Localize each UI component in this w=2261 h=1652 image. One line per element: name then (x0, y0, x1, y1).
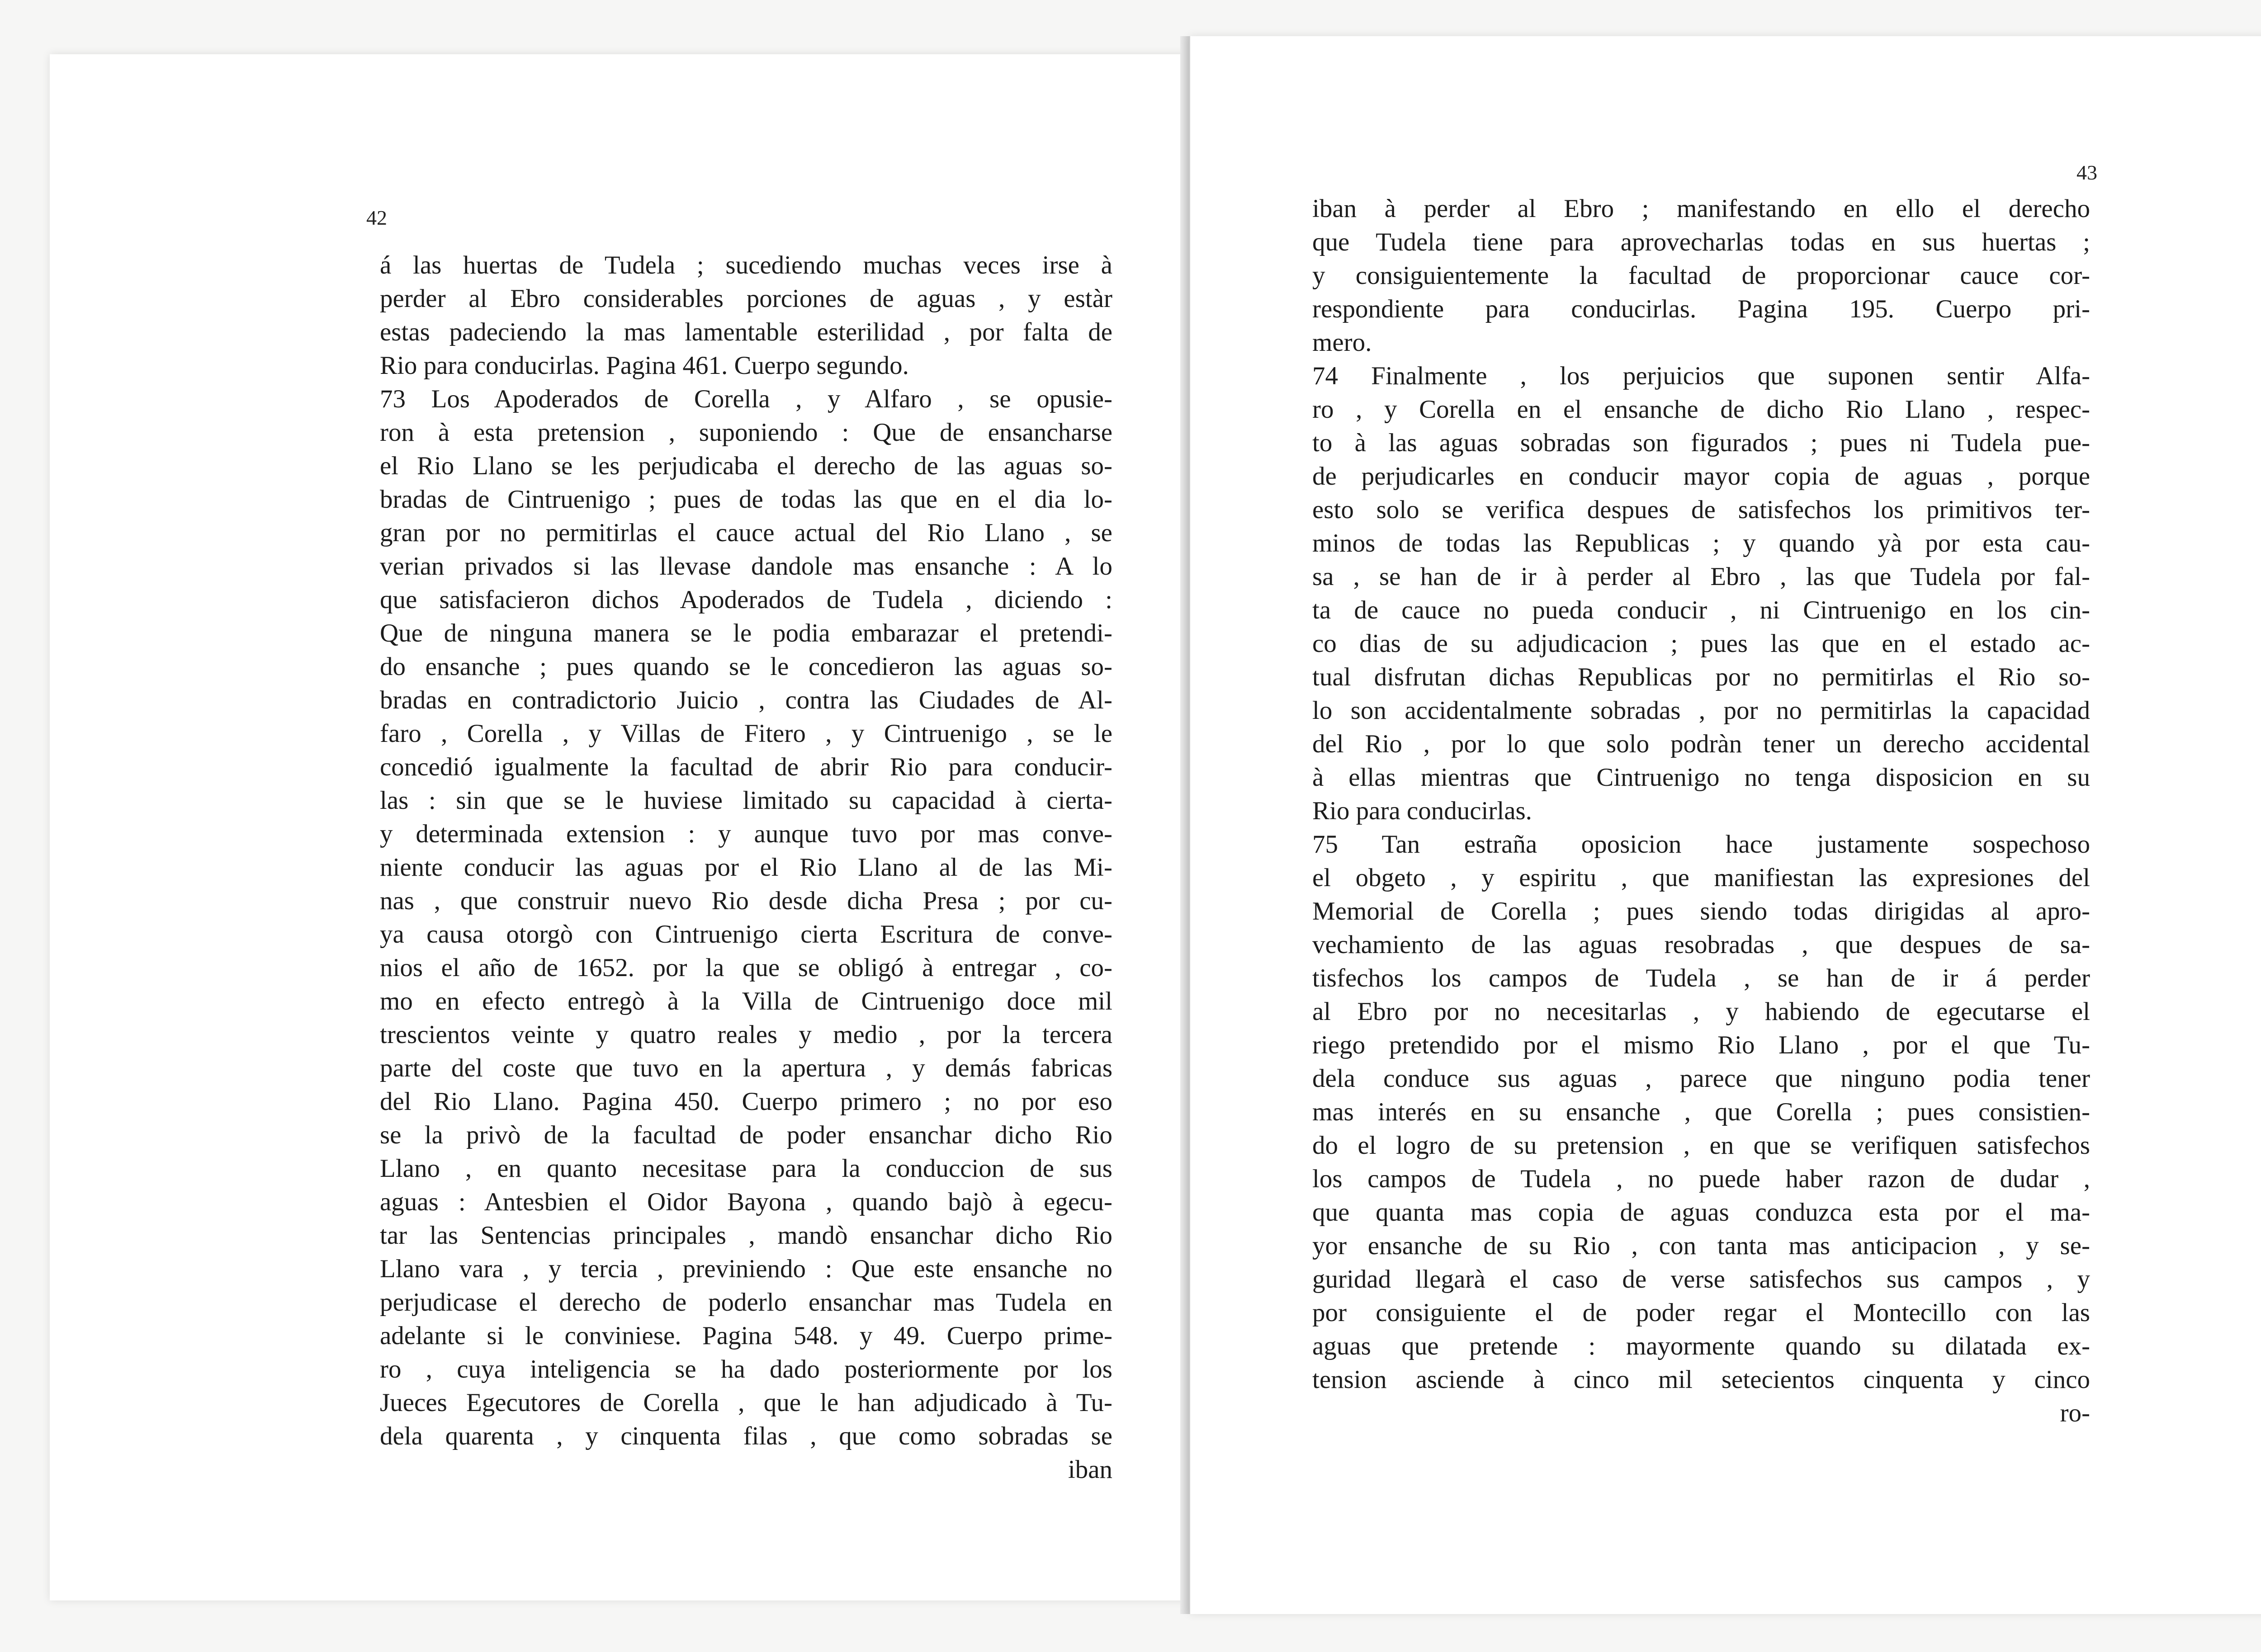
text-line: y determinada extension : y aunque tuvo por mas conve- (380, 820, 1112, 848)
text-line: mo en efecto entregò à la Villa de Cintruenigo doce mil (380, 987, 1112, 1015)
left-page (50, 54, 1190, 1600)
text-line: se la privò de la facultad de poder ensanchar dicho Rio (380, 1121, 1112, 1149)
text-line: to à las aguas sobradas son figurados ; pues ni Tudela pue- (1312, 429, 2090, 457)
text-line: vechamiento de las aguas resobradas , que despues de sa- (1312, 930, 2090, 959)
text-line: ta de cauce no pueda conducir , ni Cintruenigo en los cin- (1312, 596, 2090, 624)
text-line: Rio para conducirlas. (1312, 797, 1532, 825)
left-page-text (380, 249, 1112, 1487)
text-line: Que de ninguna manera se le podia embarazar el pretendi- (380, 619, 1112, 647)
text-line: el Rio Llano se les perjudicaba el derecho de las aguas so- (380, 452, 1112, 480)
page-number-right: 43 (2077, 161, 2097, 184)
text-line: minos de todas las Republicas ; y quando yà por esta cau- (1312, 529, 2090, 557)
text-line: que satisfacieron dichos Apoderados de Tudela , diciendo : (380, 585, 1112, 614)
text-line: que quanta mas copia de aguas conduzca esta por el ma- (1312, 1198, 2090, 1227)
text-line: guridad llegarà el caso de verse satisfechos sus campos , y (1312, 1265, 2090, 1293)
text-line: gran por no permitirlas el cauce actual del Rio Llano , se (380, 519, 1112, 547)
text-line: riego pretendido por el mismo Rio Llano , por el que Tu- (1312, 1031, 2090, 1059)
text-line: 75 Tan estraña oposicion hace justamente sospechoso (1312, 830, 2090, 859)
text-line: tual disfrutan dichas Republicas por no permitirlas el Rio so- (1312, 663, 2090, 691)
text-line: nas , que construir nuevo Rio desde dicha Presa ; por cu- (380, 887, 1112, 915)
text-line: del Rio Llano. Pagina 450. Cuerpo primero ; no por eso (380, 1087, 1112, 1116)
text-line: mero. (1312, 328, 1372, 357)
text-line: parte del coste que tuvo en la apertura , y demás fabricas (380, 1054, 1112, 1082)
text-line: Jueces Egecutores de Corella , que le han adjudicado à Tu- (380, 1388, 1112, 1417)
text-line: co dias de su adjudicacion ; pues las que en el estado ac- (1312, 629, 2090, 658)
text-line: estas padeciendo la mas lamentable esterilidad , por falta de (380, 318, 1112, 346)
text-line: do ensanche ; pues quando se le concedieron las aguas so- (380, 652, 1112, 681)
text-line: á las huertas de Tudela ; sucediendo muchas veces irse à (380, 251, 1112, 279)
text-line: ya causa otorgò con Cintruenigo cierta Escritura de conve- (380, 920, 1112, 949)
text-line: trescientos veinte y quatro reales y medio , por la tercera (380, 1020, 1112, 1049)
text-line: por consiguiente el de poder regar el Montecillo con las (1312, 1298, 2090, 1327)
text-line: y consiguientemente la facultad de proporcionar cauce cor- (1312, 261, 2090, 290)
text-line: dela conduce sus aguas , parece que ninguno podia tener (1312, 1064, 2090, 1093)
text-line: verian privados si las llevase dandole mas ensanche : A lo (380, 552, 1112, 581)
text-line: las : sin que se le huviese limitado su capacidad à cierta- (380, 786, 1112, 815)
text-line: esto solo se verifica despues de satisfechos los primitivos ter- (1312, 496, 2090, 524)
text-line: Memorial de Corella ; pues siendo todas dirigidas al apro- (1312, 897, 2090, 925)
text-line: dela quarenta , y cinquenta filas , que como sobradas se (380, 1422, 1112, 1450)
text-line: mas interés en su ensanche , que Corella ; pues consistien- (1312, 1098, 2090, 1126)
right-page-text (1312, 192, 2090, 1430)
text-line: aguas : Antesbien el Oidor Bayona , quando bajò à egecu- (380, 1188, 1112, 1216)
text-line: do el logro de su pretension , en que se verifiquen satisfechos (1312, 1131, 2090, 1160)
text-line: ro , cuya inteligencia se ha dado posteriormente por los (380, 1355, 1112, 1383)
text-line: los campos de Tudela , no puede haber razon de dudar , (1312, 1165, 2090, 1193)
text-line: Llano , en quanto necesitase para la conduccion de sus (380, 1154, 1112, 1183)
text-line: ron à esta pretension , suponiendo : Que de ensancharse (380, 418, 1112, 447)
text-line: tar las Sentencias principales , mandò ensanchar dicho Rio (380, 1221, 1112, 1250)
text-line: faro , Corella , y Villas de Fitero , y Cintruenigo , se le (380, 719, 1112, 748)
text-line: aguas que pretende : mayormente quando su dilatada ex- (1312, 1332, 2090, 1360)
text-line: lo son accidentalmente sobradas , por no permitirlas la capacidad (1312, 696, 2090, 725)
text-line: 74 Finalmente , los perjuicios que suponen sentir Alfa- (1312, 362, 2090, 390)
text-line: tisfechos los campos de Tudela , se han de ir á perder (1312, 964, 2090, 992)
text-line: al Ebro por no necesitarlas , y habiendo de egecutarse el (1312, 997, 2090, 1026)
page-number-left: 42 (366, 206, 387, 229)
text-line: Llano vara , y tercia , previniendo : Que este ensanche no (380, 1255, 1112, 1283)
right-page (1189, 36, 2261, 1614)
text-line: Rio para conducirlas. Pagina 461. Cuerpo segundo. (380, 351, 909, 380)
text-line: yor ensanche de su Rio , con tanta mas anticipacion , y se- (1312, 1232, 2090, 1260)
text-line: del Rio , por lo que solo podràn tener un derecho accidental (1312, 730, 2090, 758)
text-line: adelante si le conviniese. Pagina 548. y 49. Cuerpo prime- (380, 1322, 1112, 1350)
text-line: niente conducir las aguas por el Rio Llano al de las Mi- (380, 853, 1112, 882)
text-line: 73 Los Apoderados de Corella , y Alfaro , se opusie- (380, 385, 1112, 413)
text-line: ro , y Corella en el ensanche de dicho Rio Llano , respec- (1312, 395, 2090, 424)
text-line: perjudicase el derecho de poderlo ensanchar mas Tudela en (380, 1288, 1112, 1317)
text-line: concedió igualmente la facultad de abrir Rio para conducir- (380, 753, 1112, 781)
text-line: sa , se han de ir à perder al Ebro , las que Tudela por fal- (1312, 562, 2090, 591)
text-line: de perjudicarles en conducir mayor copia de aguas , porque (1312, 462, 2090, 491)
text-line: respondiente para conducirlas. Pagina 195. Cuerpo pri- (1312, 295, 2090, 323)
text-line: tension asciende à cinco mil setecientos cinquenta y cinco (1312, 1365, 2090, 1394)
text-line: bradas de Cintruenigo ; pues de todas las que en el dia lo- (380, 485, 1112, 514)
text-line: iban à perder al Ebro ; manifestando en ello el derecho (1312, 194, 2090, 223)
catchword: ro- (2060, 1399, 2090, 1427)
text-line: que Tudela tiene para aprovecharlas todas en sus huertas ; (1312, 228, 2090, 256)
text-line: perder al Ebro considerables porciones de aguas , y estàr (380, 284, 1112, 313)
catchword: iban (1068, 1455, 1112, 1484)
text-line: à ellas mientras que Cintruenigo no tenga disposicion en su (1312, 763, 2090, 792)
text-line: nios el año de 1652. por la que se obligó à entregar , co- (380, 953, 1112, 982)
text-line: el obgeto , y espiritu , que manifiestan las expresiones del (1312, 864, 2090, 892)
text-line: bradas en contradictorio Juicio , contra las Ciudades de Al- (380, 686, 1112, 714)
